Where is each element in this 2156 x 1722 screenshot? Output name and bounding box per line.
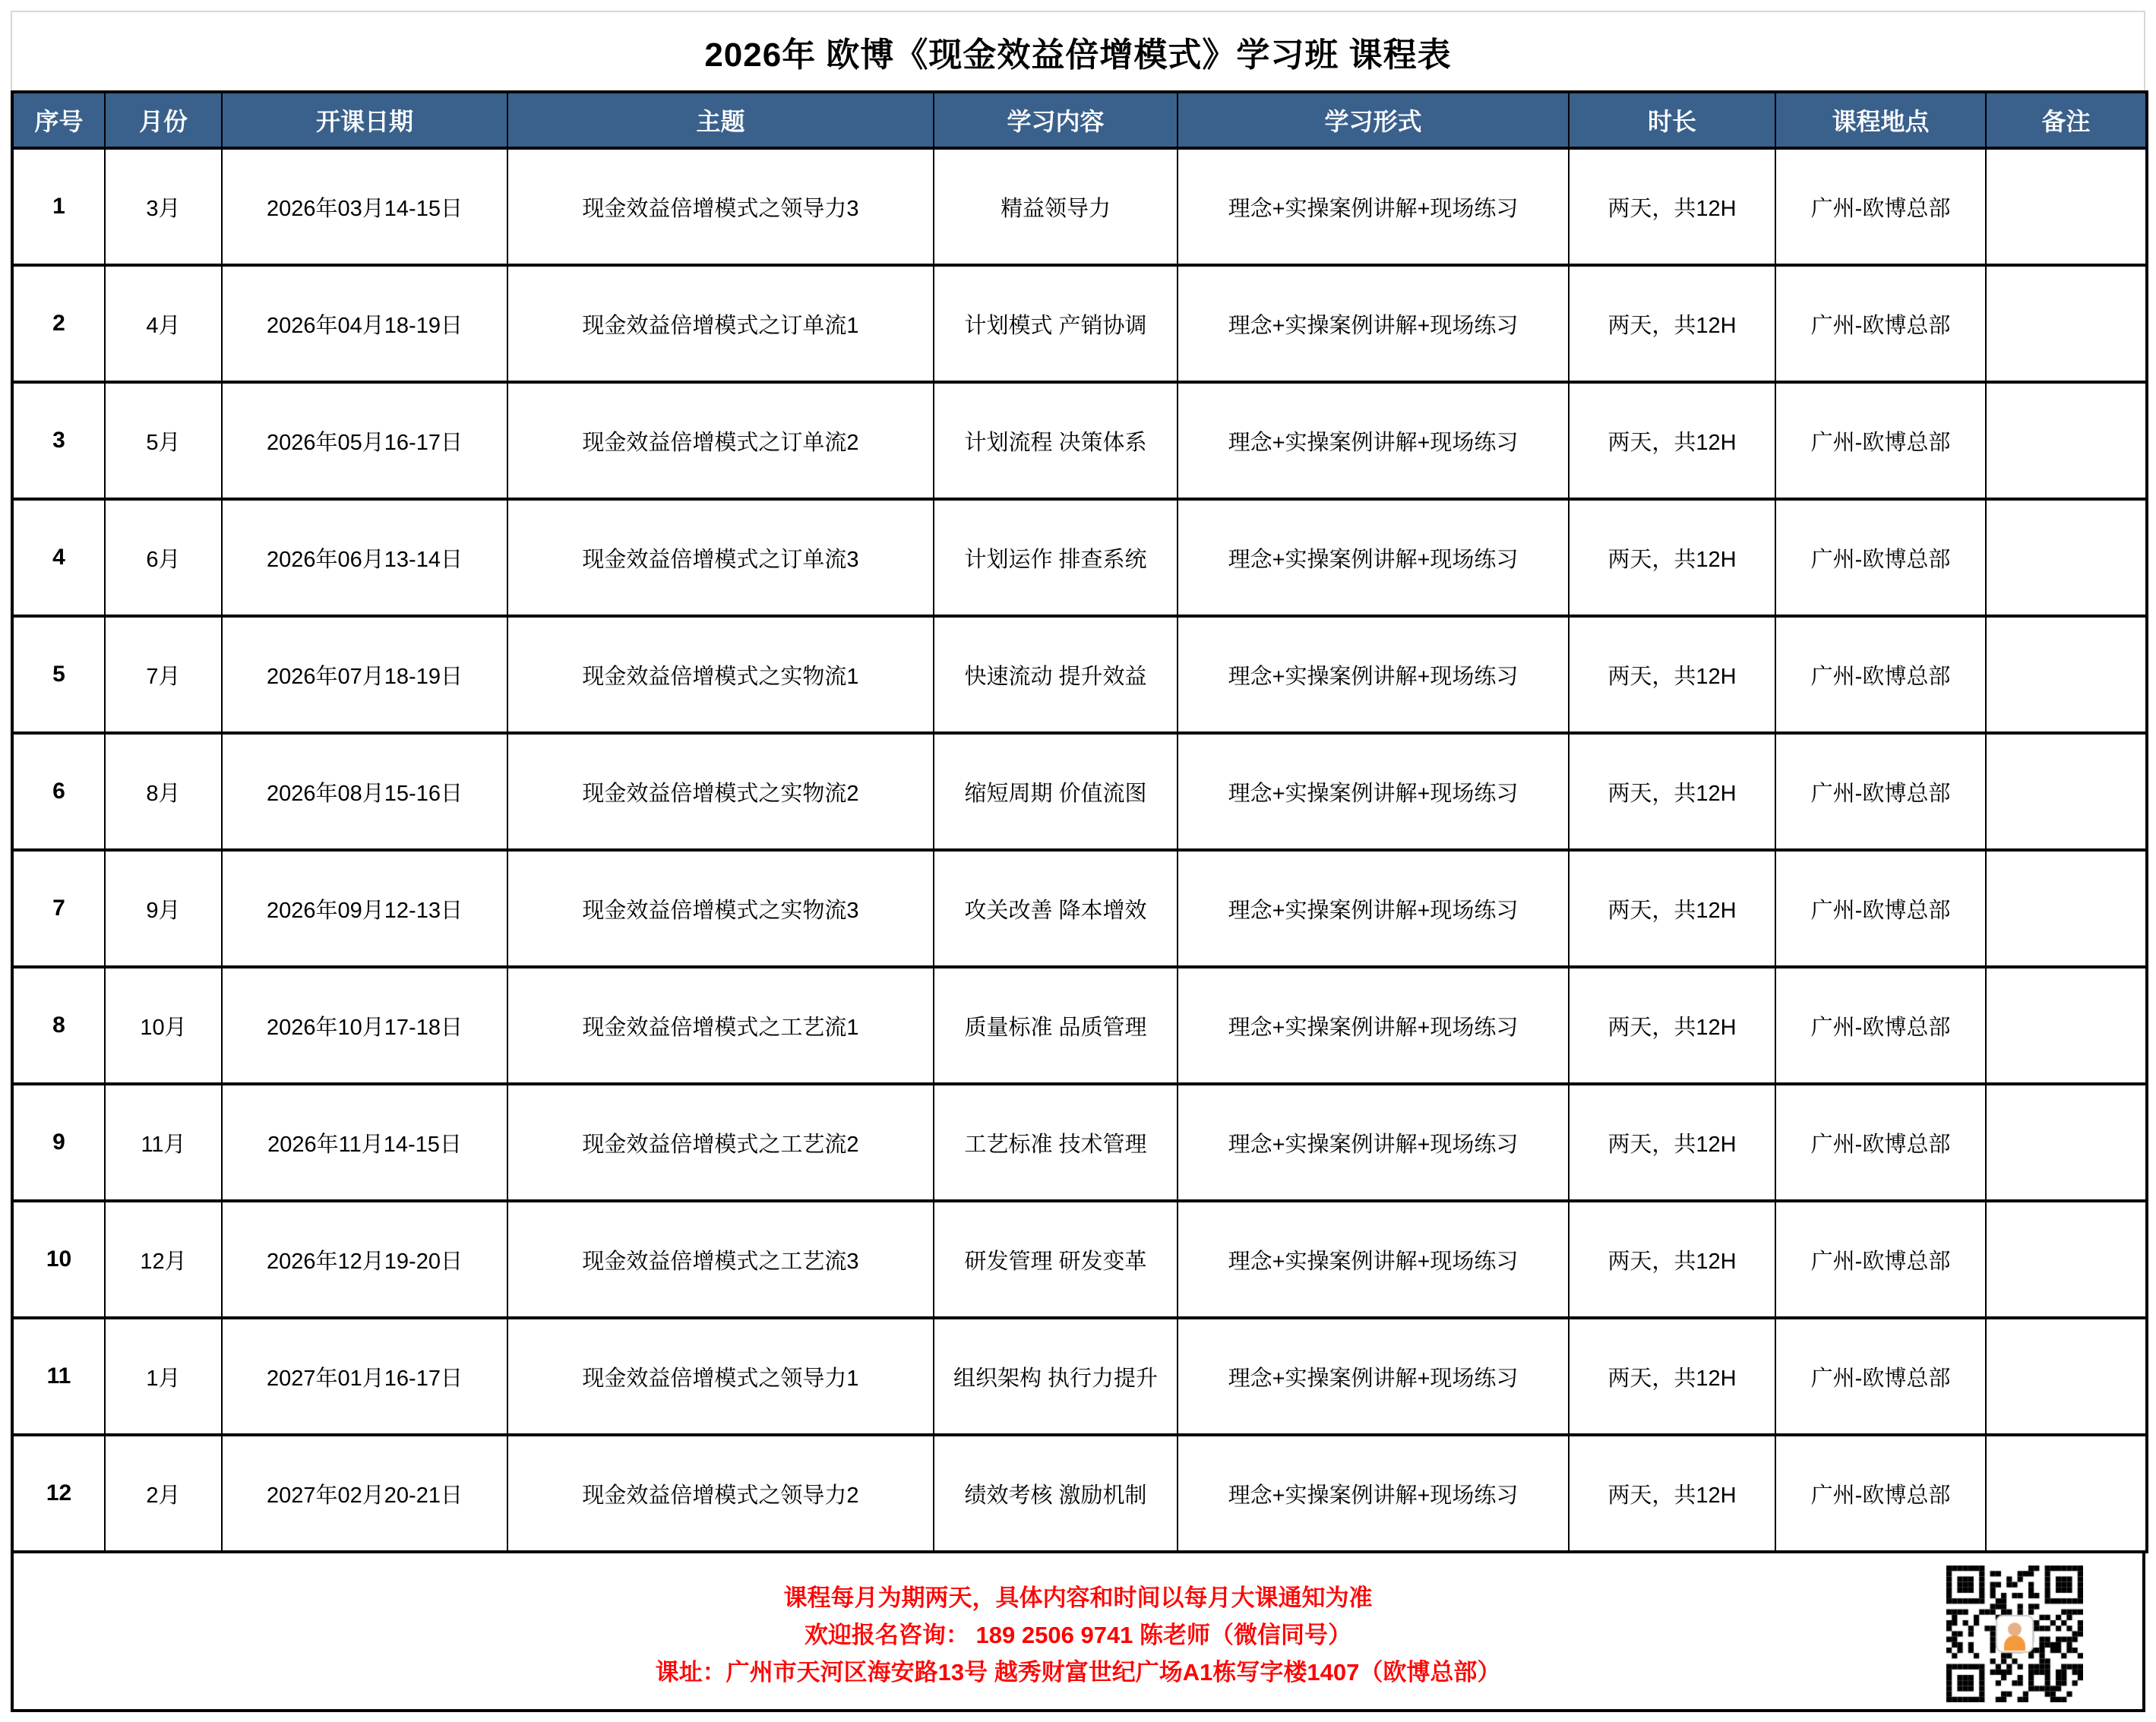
table-row bbox=[12, 1318, 2147, 1435]
cell-topic: 现金效益倍增模式之领导力2 bbox=[507, 1435, 934, 1552]
cell-no: 5 bbox=[12, 616, 105, 733]
page-title: 2026年 欧博《现金效益倍增模式》学习班 课程表 bbox=[704, 36, 1452, 74]
cell-duration: 两天，共12H bbox=[1569, 1084, 1775, 1201]
cell-content: 绩效考核 激励机制 bbox=[934, 1435, 1178, 1552]
cell-no: 4 bbox=[12, 499, 105, 616]
cell-note bbox=[1986, 1318, 2147, 1435]
cell-content: 快速流动 提升效益 bbox=[934, 616, 1178, 733]
cell-content: 计划运作 排查系统 bbox=[934, 499, 1178, 616]
column-header-note: 备注 bbox=[1986, 92, 2147, 148]
cell-month: 3月 bbox=[105, 148, 222, 265]
footer-note-address: 课址：广州市天河区海安路13号 越秀财富世纪广场A1栋写字楼1407（欧博总部） bbox=[655, 1659, 1501, 1686]
table-row bbox=[12, 967, 2147, 1084]
course-schedule-sheet bbox=[11, 11, 2145, 1712]
table-row bbox=[12, 499, 2147, 616]
cell-topic: 现金效益倍增模式之工艺流1 bbox=[507, 967, 934, 1084]
cell-format: 理念+实操案例讲解+现场练习 bbox=[1178, 850, 1569, 967]
column-header-location: 课程地点 bbox=[1775, 92, 1986, 148]
cell-month: 12月 bbox=[105, 1201, 222, 1318]
cell-note bbox=[1986, 382, 2147, 499]
cell-note bbox=[1986, 265, 2147, 382]
cell-month: 1月 bbox=[105, 1318, 222, 1435]
table-row bbox=[12, 733, 2147, 850]
footer-notes-section bbox=[11, 1553, 2145, 1712]
cell-duration: 两天，共12H bbox=[1569, 382, 1775, 499]
cell-month: 8月 bbox=[105, 733, 222, 850]
cell-note bbox=[1986, 148, 2147, 265]
cell-content: 计划流程 决策体系 bbox=[934, 382, 1178, 499]
cell-note bbox=[1986, 616, 2147, 733]
cell-date: 2026年07月18-19日 bbox=[222, 616, 507, 733]
cell-no: 7 bbox=[12, 850, 105, 967]
cell-date: 2026年03月14-15日 bbox=[222, 148, 507, 265]
cell-format: 理念+实操案例讲解+现场练习 bbox=[1178, 1084, 1569, 1201]
wechat-qr-code bbox=[1946, 1566, 2083, 1702]
footer-note-schedule: 课程每月为期两天，具体内容和时间以每月大课通知为准 bbox=[783, 1585, 1373, 1611]
cell-format: 理念+实操案例讲解+现场练习 bbox=[1178, 967, 1569, 1084]
cell-location: 广州-欧博总部 bbox=[1775, 148, 1986, 265]
cell-no: 3 bbox=[12, 382, 105, 499]
cell-duration: 两天，共12H bbox=[1569, 499, 1775, 616]
cell-month: 6月 bbox=[105, 499, 222, 616]
course-schedule-table bbox=[11, 90, 2148, 1553]
cell-no: 8 bbox=[12, 967, 105, 1084]
table-header-row bbox=[12, 92, 2147, 148]
cell-location: 广州-欧博总部 bbox=[1775, 850, 1986, 967]
sheet-title-row bbox=[11, 11, 2145, 90]
table-row bbox=[12, 850, 2147, 967]
cell-content: 组织架构 执行力提升 bbox=[934, 1318, 1178, 1435]
cell-content: 攻关改善 降本增效 bbox=[934, 850, 1178, 967]
cell-topic: 现金效益倍增模式之订单流3 bbox=[507, 499, 934, 616]
cell-date: 2026年09月12-13日 bbox=[222, 850, 507, 967]
cell-duration: 两天，共12H bbox=[1569, 1435, 1775, 1552]
cell-topic: 现金效益倍增模式之工艺流3 bbox=[507, 1201, 934, 1318]
cell-note bbox=[1986, 1084, 2147, 1201]
footer-notes bbox=[14, 1579, 2142, 1691]
cell-topic: 现金效益倍增模式之实物流2 bbox=[507, 733, 934, 850]
cell-month: 2月 bbox=[105, 1435, 222, 1552]
cell-location: 广州-欧博总部 bbox=[1775, 1435, 1986, 1552]
column-header-no: 序号 bbox=[12, 92, 105, 148]
cell-format: 理念+实操案例讲解+现场练习 bbox=[1178, 616, 1569, 733]
cell-location: 广州-欧博总部 bbox=[1775, 382, 1986, 499]
column-header-format: 学习形式 bbox=[1178, 92, 1569, 148]
column-header-topic: 主题 bbox=[507, 92, 934, 148]
column-header-date: 开课日期 bbox=[222, 92, 507, 148]
cell-month: 5月 bbox=[105, 382, 222, 499]
table-row bbox=[12, 1084, 2147, 1201]
cell-content: 精益领导力 bbox=[934, 148, 1178, 265]
cell-date: 2027年01月16-17日 bbox=[222, 1318, 507, 1435]
table-row bbox=[12, 616, 2147, 733]
cell-duration: 两天，共12H bbox=[1569, 616, 1775, 733]
table-row bbox=[12, 148, 2147, 265]
column-header-content: 学习内容 bbox=[934, 92, 1178, 148]
cell-format: 理念+实操案例讲解+现场练习 bbox=[1178, 1435, 1569, 1552]
cell-location: 广州-欧博总部 bbox=[1775, 499, 1986, 616]
cell-note bbox=[1986, 733, 2147, 850]
cell-date: 2026年10月17-18日 bbox=[222, 967, 507, 1084]
cell-content: 工艺标准 技术管理 bbox=[934, 1084, 1178, 1201]
cell-month: 4月 bbox=[105, 265, 222, 382]
cell-note bbox=[1986, 1201, 2147, 1318]
cell-date: 2026年04月18-19日 bbox=[222, 265, 507, 382]
cell-location: 广州-欧博总部 bbox=[1775, 265, 1986, 382]
cell-format: 理念+实操案例讲解+现场练习 bbox=[1178, 499, 1569, 616]
cell-date: 2026年05月16-17日 bbox=[222, 382, 507, 499]
cell-month: 11月 bbox=[105, 1084, 222, 1201]
cell-month: 10月 bbox=[105, 967, 222, 1084]
cell-no: 2 bbox=[12, 265, 105, 382]
cell-content: 研发管理 研发变革 bbox=[934, 1201, 1178, 1318]
cell-topic: 现金效益倍增模式之实物流1 bbox=[507, 616, 934, 733]
cell-location: 广州-欧博总部 bbox=[1775, 1084, 1986, 1201]
cell-no: 12 bbox=[12, 1435, 105, 1552]
cell-topic: 现金效益倍增模式之领导力1 bbox=[507, 1318, 934, 1435]
cell-duration: 两天，共12H bbox=[1569, 967, 1775, 1084]
cell-format: 理念+实操案例讲解+现场练习 bbox=[1178, 1201, 1569, 1318]
cell-note bbox=[1986, 1435, 2147, 1552]
cell-content: 计划模式 产销协调 bbox=[934, 265, 1178, 382]
cell-format: 理念+实操案例讲解+现场练习 bbox=[1178, 382, 1569, 499]
cell-no: 9 bbox=[12, 1084, 105, 1201]
cell-location: 广州-欧博总部 bbox=[1775, 967, 1986, 1084]
cell-location: 广州-欧博总部 bbox=[1775, 1201, 1986, 1318]
table-row bbox=[12, 1435, 2147, 1552]
cell-location: 广州-欧博总部 bbox=[1775, 616, 1986, 733]
cell-month: 7月 bbox=[105, 616, 222, 733]
column-header-month: 月份 bbox=[105, 92, 222, 148]
cell-topic: 现金效益倍增模式之订单流2 bbox=[507, 382, 934, 499]
cell-topic: 现金效益倍增模式之实物流3 bbox=[507, 850, 934, 967]
cell-location: 广州-欧博总部 bbox=[1775, 1318, 1986, 1435]
cell-topic: 现金效益倍增模式之领导力3 bbox=[507, 148, 934, 265]
cell-format: 理念+实操案例讲解+现场练习 bbox=[1178, 265, 1569, 382]
cell-content: 缩短周期 价值流图 bbox=[934, 733, 1178, 850]
cell-duration: 两天，共12H bbox=[1569, 850, 1775, 967]
column-header-duration: 时长 bbox=[1569, 92, 1775, 148]
cell-month: 9月 bbox=[105, 850, 222, 967]
cell-note bbox=[1986, 967, 2147, 1084]
cell-note bbox=[1986, 499, 2147, 616]
cell-date: 2026年06月13-14日 bbox=[222, 499, 507, 616]
cell-duration: 两天，共12H bbox=[1569, 265, 1775, 382]
table-row bbox=[12, 382, 2147, 499]
table-row bbox=[12, 265, 2147, 382]
cell-format: 理念+实操案例讲解+现场练习 bbox=[1178, 1318, 1569, 1435]
cell-format: 理念+实操案例讲解+现场练习 bbox=[1178, 148, 1569, 265]
cell-duration: 两天，共12H bbox=[1569, 733, 1775, 850]
cell-no: 6 bbox=[12, 733, 105, 850]
cell-location: 广州-欧博总部 bbox=[1775, 733, 1986, 850]
cell-duration: 两天，共12H bbox=[1569, 1201, 1775, 1318]
cell-format: 理念+实操案例讲解+现场练习 bbox=[1178, 733, 1569, 850]
cell-no: 11 bbox=[12, 1318, 105, 1435]
cell-topic: 现金效益倍增模式之订单流1 bbox=[507, 265, 934, 382]
cell-duration: 两天，共12H bbox=[1569, 1318, 1775, 1435]
cell-topic: 现金效益倍增模式之工艺流2 bbox=[507, 1084, 934, 1201]
table-row bbox=[12, 1201, 2147, 1318]
cell-date: 2026年12月19-20日 bbox=[222, 1201, 507, 1318]
cell-date: 2027年02月20-21日 bbox=[222, 1435, 507, 1552]
cell-content: 质量标准 品质管理 bbox=[934, 967, 1178, 1084]
cell-note bbox=[1986, 850, 2147, 967]
cell-no: 10 bbox=[12, 1201, 105, 1318]
footer-note-contact: 欢迎报名咨询： 189 2506 9741 陈老师（微信同号） bbox=[804, 1622, 1352, 1648]
cell-date: 2026年11月14-15日 bbox=[222, 1084, 507, 1201]
cell-no: 1 bbox=[12, 148, 105, 265]
cell-duration: 两天，共12H bbox=[1569, 148, 1775, 265]
cell-date: 2026年08月15-16日 bbox=[222, 733, 507, 850]
